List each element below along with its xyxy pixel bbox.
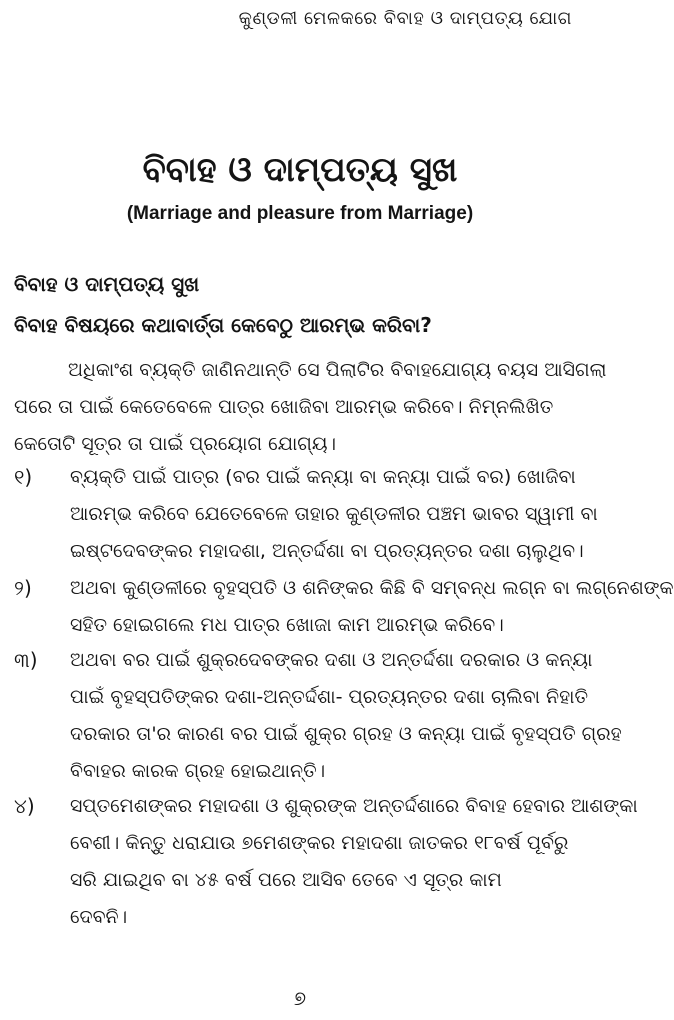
paragraph-line: ଅଧିକାଂଶ ବ୍ୟକ୍ତି ଜାଣିନଥାନ୍ତି ସେ ପିଲାଟିର ବିବାହଯୋଗ୍ୟ ବୟସ ଆସିଗଲା: [68, 359, 607, 381]
list-item-line: ବିବାହର କାରକ ଗ୍ରହ ହୋଇଥାନ୍ତି।: [70, 760, 326, 782]
list-item-line: ବ୍ୟକ୍ତି ପାଇଁ ପାତ୍ର (ବର ପାଇଁ କନ୍ୟା ବା କନ୍ୟା ପାଇଁ ବର) ଖୋଜିବା: [70, 466, 576, 488]
list-item-line: ଦରକାର ତା'ର କାରଣ ବର ପାଇଁ ଶୁକ୍ର ଗ୍ରହ ଓ କନ୍ୟା ପାଇଁ ବୃହସ୍ପତି ଗ୍ରହ: [70, 723, 622, 745]
list-item-text: [70, 459, 600, 570]
paragraph-line: କେତୋଟି ସୂତ୍ର ତା ପାଇଁ ପ୍ରୟୋଗ ଯୋଗ୍ୟ।: [14, 433, 337, 455]
section-question-heading: ବିବାହ ବିଷୟରେ କଥାବାର୍ତ୍ତା କେବେଠୁ ଆରମ୍ଭ କରିବା?: [14, 313, 432, 337]
list-item-text: [70, 788, 638, 936]
list-item-number: ୨): [14, 576, 32, 600]
list-item-line: ଅଥବା ବର ପାଇଁ ଶୁକ୍ରଦେବଙ୍କର ଦଶା ଓ ଅନ୍ତର୍ଦ୍ଦଶା ଦରକାର ଓ କନ୍ୟା: [70, 649, 593, 671]
list-item-number: ୧): [14, 465, 33, 489]
list-item-text: [70, 642, 622, 790]
list-item-line: ସହିତ ହୋଇଗଲେ ମଧ ପାତ୍ର ଖୋଜା କାମ ଆରମ୍ଭ କରିବେ।: [70, 614, 504, 636]
running-header: କୁଣ୍ଡଳୀ ମେଳକରେ ବିବାହ ଓ ଦାମ୍ପତ୍ୟ ଯୋଗ: [238, 8, 572, 29]
list-item-line: ଅଥବା କୁଣ୍ଡଳୀରେ ବୃହସ୍ପତି ଓ ଶନିଙ୍କର କିଛି ବି ସମ୍ବନ୍ଧ ଲଗ୍ନ ବା ଲଗ୍ନେଶଙ୍କ: [70, 577, 674, 599]
page-number: ୭: [293, 986, 307, 1010]
chapter-title: ବିବାହ ଓ ଦାମ୍ପତ୍ୟ ସୁଖ: [142, 150, 458, 190]
list-item-number: ୪): [14, 794, 35, 818]
list-item-line: ବେଶୀ। କିନ୍ତୁ ଧରାଯାଉ ୭ମେଶଙ୍କର ମହାଦଶା ଜାତକର ୧୮ବର୍ଷ ପୂର୍ବରୁ: [70, 832, 569, 854]
list-item-line: ସପ୍ତମେଶଙ୍କର ମହାଦଶା ଓ ଶୁକ୍ରଙ୍କ ଅନ୍ତର୍ଦ୍ଦଶାରେ ବିବାହ ହେବାର ଆଶଙ୍କା: [70, 795, 638, 817]
section-heading: ବିବାହ ଓ ଦାମ୍ପତ୍ୟ ସୁଖ: [14, 272, 200, 296]
list-item-number: ୩): [14, 648, 38, 672]
list-item-line: ଇଷ୍ଟଦେବଙ୍କର ମହାଦଶା, ଅନ୍ତର୍ଦ୍ଦଶା ବା ପ୍ରତ୍ୟନ୍ତର ଦଶା ଚାଲୁଥିବ।: [70, 540, 584, 562]
intro-paragraph: [14, 352, 607, 463]
list-item-line: ଦେବନି।: [70, 906, 128, 928]
chapter-subtitle: (Marriage and pleasure from Marriage): [126, 203, 474, 224]
paragraph-line: ପରେ ତା ପାଇଁ କେତେବେଳେ ପାତ୍ର ଖୋଜିବା ଆରମ୍ଭ କରିବେ। ନିମ୍ନଲିଖିତ: [14, 396, 554, 418]
list-item-line: ସରି ଯାଇଥିବ ବା ୪୫ ବର୍ଷ ପରେ ଆସିବ ତେବେ ଏ ସୂତ୍ର କାମ: [70, 869, 502, 891]
list-item-line: ଆରମ୍ଭ କରିବେ ଯେତେବେଳେ ତାହାର କୁଣ୍ଡଳୀର ପଞ୍ଚମ ଭାବର ସ୍ୱାମୀ ବା: [70, 503, 598, 525]
list-item-text: [70, 570, 674, 644]
list-item-line: ପାଇଁ ବୃହସ୍ପତିଙ୍କର ଦଶା-ଅନ୍ତର୍ଦ୍ଦଶା- ପ୍ରତ୍ୟନ୍ତର ଦଶା ଚାଲିବା ନିହାତି: [70, 686, 589, 708]
